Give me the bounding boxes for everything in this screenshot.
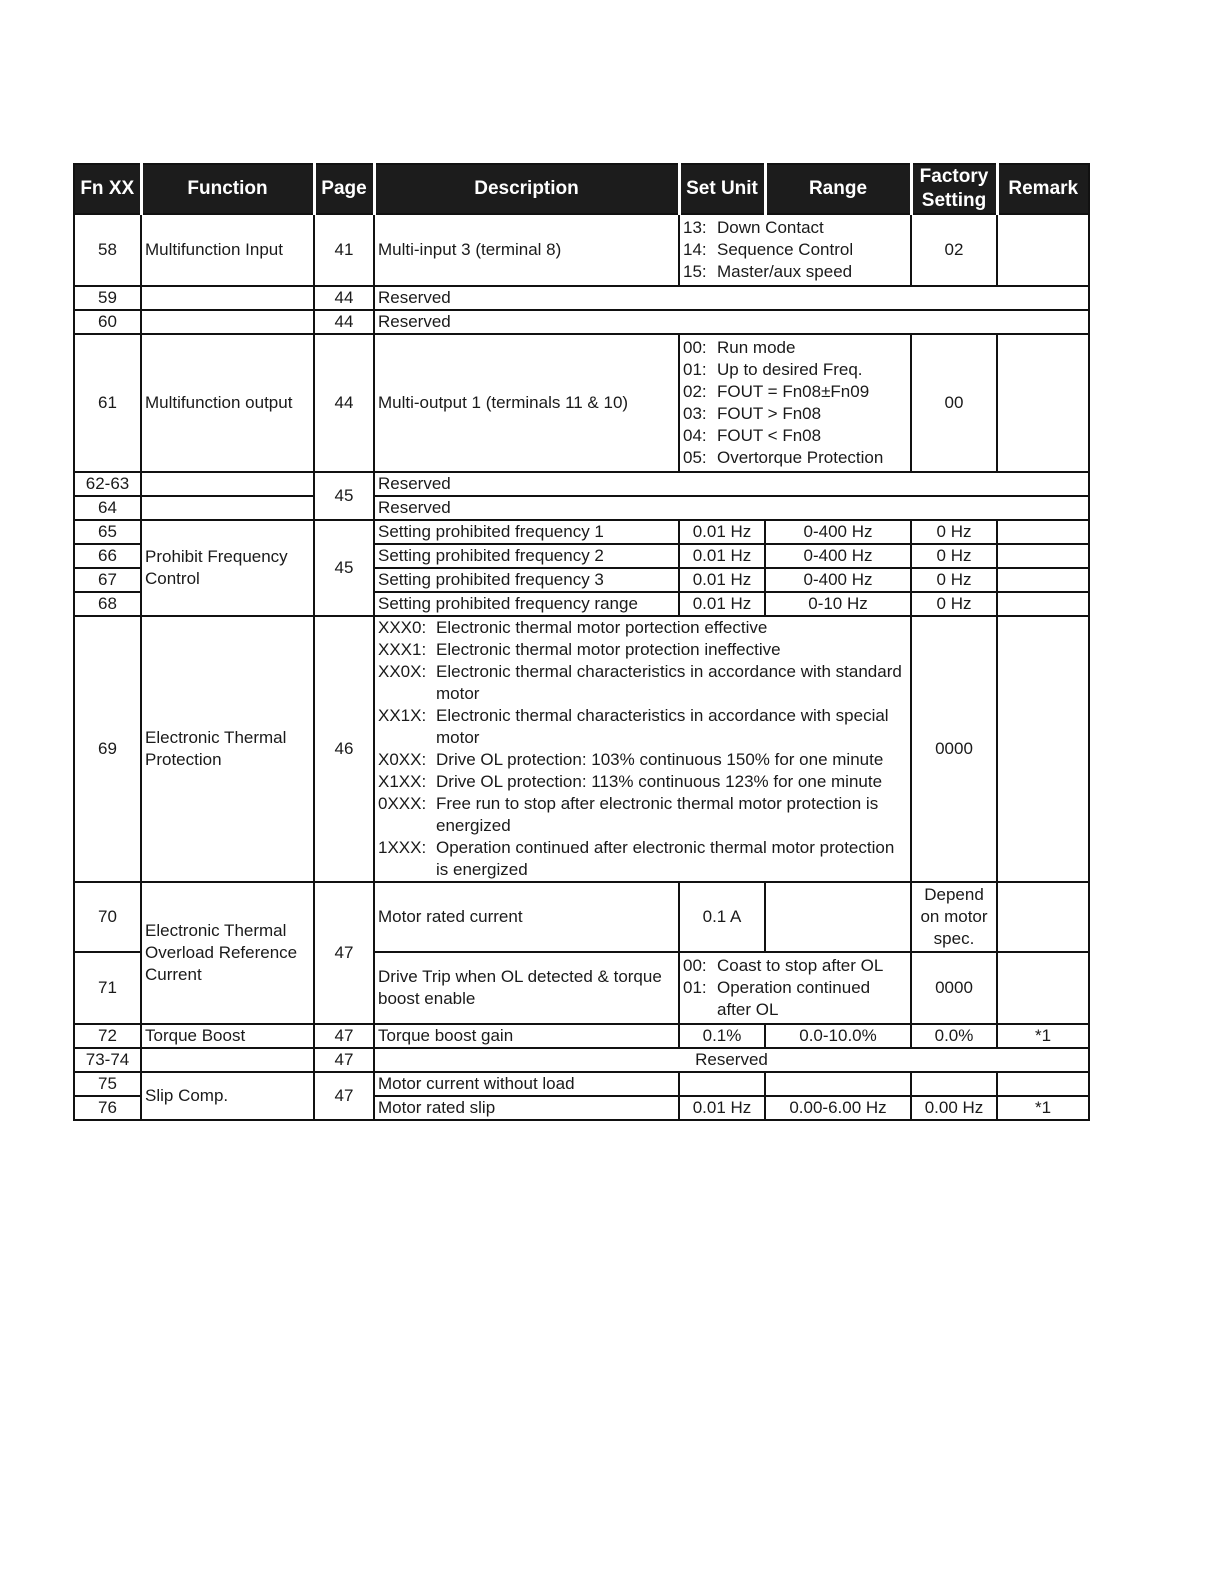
fn-cell: 71 [74,952,141,1024]
factory-cell: 0.0% [911,1024,997,1048]
description-cell: Multi-output 1 (terminals 11 & 10) [374,334,679,472]
factory-cell: 0 Hz [911,592,997,616]
description-cell: Setting prohibited frequency 1 [374,520,679,544]
header-row [74,164,1089,214]
table-row [74,214,1089,286]
fn-cell: 59 [74,286,141,310]
header-remark: Remark [997,164,1089,214]
option-label: Run mode [717,338,796,357]
description-cell: Multi-input 3 (terminal 8) [374,214,679,286]
description-cell [374,616,911,882]
option-item [683,955,907,977]
option-label: Overtorque Protection [717,448,884,467]
option-code: 15: [683,262,707,281]
parameter-table [73,163,1090,1121]
option-label: Coast to stop after OL [717,956,884,975]
fn-cell: 66 [74,544,141,568]
set-unit-cell [679,1072,765,1096]
fn-cell: 67 [74,568,141,592]
option-label: Down Contact [717,218,824,237]
fn-cell: 65 [74,520,141,544]
setting-item [378,793,907,837]
function-cell: Multifunction Input [141,214,314,286]
table-row [74,1072,1089,1096]
function-cell [141,310,314,334]
setting-text: Drive OL protection: 103% continuous 150% for one minute [436,750,884,769]
function-cell: Multifunction output [141,334,314,472]
remark-cell: *1 [997,1096,1089,1120]
fn-cell: 62-63 [74,472,141,496]
description-cell: Motor current without load [374,1072,679,1096]
header-factory-setting [911,164,997,214]
setting-item [378,639,907,661]
table-row [74,472,1089,496]
setting-text: Electronic thermal motor protection ineffective [436,640,781,659]
set-unit-cell: 0.01 Hz [679,568,765,592]
description-cell: Reserved [374,286,1089,310]
option-item [683,261,907,283]
table-row [74,310,1089,334]
header-description: Description [374,164,679,214]
description-cell: Reserved [374,310,1089,334]
factory-cell: 0000 [911,952,997,1024]
fn-cell: 60 [74,310,141,334]
remark-cell [997,592,1089,616]
fn-cell: 58 [74,214,141,286]
option-label: FOUT > Fn08 [717,404,822,423]
range-cell: 0-400 Hz [765,520,911,544]
header-factory-line1: Factory [919,166,989,187]
page-cell: 45 [314,472,374,520]
set-unit-cell: 0.01 Hz [679,1096,765,1120]
remark-cell [997,616,1089,882]
option-code: 04: [683,426,707,445]
function-cell: Prohibit Frequency Control [141,520,314,616]
option-item [683,425,907,447]
page-cell: 47 [314,882,374,1024]
options-cell [679,952,911,1024]
remark-cell [997,882,1089,952]
range-cell: 0-400 Hz [765,568,911,592]
setting-code: 1XXX: [378,838,427,857]
factory-cell [911,1072,997,1096]
description-cell: Setting prohibited frequency 2 [374,544,679,568]
option-code: 13: [683,218,707,237]
option-label: Sequence Control [717,240,854,259]
set-unit-cell: 0.1% [679,1024,765,1048]
description-cell: Reserved [374,472,1089,496]
setting-item [378,771,907,793]
setting-item [378,837,907,881]
table-row [74,334,1089,472]
header-set-unit: Set Unit [679,164,765,214]
remark-cell [997,568,1089,592]
factory-cell: 0.00 Hz [911,1096,997,1120]
factory-cell: 02 [911,214,997,286]
fn-cell: 69 [74,616,141,882]
setting-code: X0XX: [378,750,427,769]
range-cell: 0-400 Hz [765,544,911,568]
range-cell: 0.0-10.0% [765,1024,911,1048]
setting-code: 0XXX: [378,794,427,813]
option-code: 01: [683,978,707,997]
description-cell: Reserved [374,1048,1089,1072]
set-unit-cell: 0.1 A [679,882,765,952]
option-item [683,337,907,359]
option-code: 14: [683,240,707,259]
range-cell: 0.00-6.00 Hz [765,1096,911,1120]
fn-cell: 72 [74,1024,141,1048]
page-cell: 47 [314,1072,374,1120]
page-cell: 41 [314,214,374,286]
factory-cell: 0 Hz [911,520,997,544]
function-cell: Slip Comp. [141,1072,314,1120]
remark-cell [997,334,1089,472]
setting-item [378,705,907,749]
function-cell [141,472,314,496]
setting-text: Operation continued after electronic thermal motor protection is energized [436,838,895,879]
setting-text: Drive OL protection: 113% continuous 123% for one minute [436,772,883,791]
fn-cell: 70 [74,882,141,952]
page-cell: 44 [314,310,374,334]
option-label: Master/aux speed [717,262,853,281]
remark-cell [997,952,1089,1024]
setting-code: XXX0: [378,618,427,637]
remark-cell [997,214,1089,286]
option-label: Operation continued after OL [717,978,871,1019]
remark-cell [997,1072,1089,1096]
fn-cell: 61 [74,334,141,472]
description-cell: Drive Trip when OL detected & torque boost enable [374,952,679,1024]
set-unit-cell: 0.01 Hz [679,520,765,544]
table-row [74,286,1089,310]
range-cell: 0-10 Hz [765,592,911,616]
fn-cell: 75 [74,1072,141,1096]
fn-cell: 68 [74,592,141,616]
page-cell: 46 [314,616,374,882]
description-cell: Setting prohibited frequency 3 [374,568,679,592]
remark-cell [997,544,1089,568]
setting-item [378,661,907,705]
description-cell: Torque boost gain [374,1024,679,1048]
setting-code: XX1X: [378,706,427,725]
options-cell [679,334,911,472]
factory-cell: 0 Hz [911,544,997,568]
option-item [683,381,907,403]
factory-cell: 0 Hz [911,568,997,592]
option-item [683,239,907,261]
range-cell [765,1072,911,1096]
header-range: Range [765,164,911,214]
fn-cell: 64 [74,496,141,520]
header-fn: Fn XX [74,164,141,214]
page-cell: 47 [314,1024,374,1048]
page-cell: 45 [314,520,374,616]
function-cell [141,286,314,310]
description-cell: Setting prohibited frequency range [374,592,679,616]
setting-text: Electronic thermal characteristics in accordance with special motor [436,706,889,747]
table-row [74,616,1089,882]
set-unit-cell: 0.01 Hz [679,592,765,616]
setting-text: Free run to stop after electronic thermal motor protection is energized [436,794,879,835]
function-cell: Electronic Thermal Protection [141,616,314,882]
factory-cell: Depend on motor spec. [911,882,997,952]
function-cell [141,496,314,520]
table-row [74,520,1089,544]
page-cell: 44 [314,286,374,310]
function-cell: Torque Boost [141,1024,314,1048]
setting-code: XXX1: [378,640,427,659]
description-cell: Motor rated slip [374,1096,679,1120]
factory-cell: 00 [911,334,997,472]
option-item [683,217,907,239]
table-row [74,1048,1089,1072]
table-row [74,1024,1089,1048]
option-code: 01: [683,360,707,379]
factory-cell: 0000 [911,616,997,882]
option-item [683,403,907,425]
option-label: FOUT = Fn08±Fn09 [717,382,870,401]
header-factory-line2: Setting [921,190,987,211]
options-cell [679,214,911,286]
option-label: Up to desired Freq. [717,360,863,379]
remark-cell [997,520,1089,544]
option-item [683,447,907,469]
page-cell: 44 [314,334,374,472]
function-cell: Electronic Thermal Overload Reference Current [141,882,314,1024]
option-code: 02: [683,382,707,401]
table-row [74,882,1089,952]
option-code: 00: [683,338,707,357]
option-item [683,359,907,381]
fn-cell: 73-74 [74,1048,141,1072]
table-row [74,496,1089,520]
description-cell: Motor rated current [374,882,679,952]
setting-item [378,749,907,771]
setting-text: Electronic thermal characteristics in accordance with standard motor [436,662,902,703]
header-function: Function [141,164,314,214]
option-item [683,977,907,1021]
setting-code: XX0X: [378,662,427,681]
option-code: 05: [683,448,707,467]
option-label: FOUT < Fn08 [717,426,822,445]
setting-code: X1XX: [378,772,427,791]
function-cell [141,1048,314,1072]
header-page: Page [314,164,374,214]
fn-cell: 76 [74,1096,141,1120]
remark-cell: *1 [997,1024,1089,1048]
setting-item [378,617,907,639]
setting-text: Electronic thermal motor portection effective [436,618,768,637]
set-unit-cell: 0.01 Hz [679,544,765,568]
page-cell: 47 [314,1048,374,1072]
range-cell [765,882,911,952]
description-cell: Reserved [374,496,1089,520]
option-code: 00: [683,956,707,975]
option-code: 03: [683,404,707,423]
